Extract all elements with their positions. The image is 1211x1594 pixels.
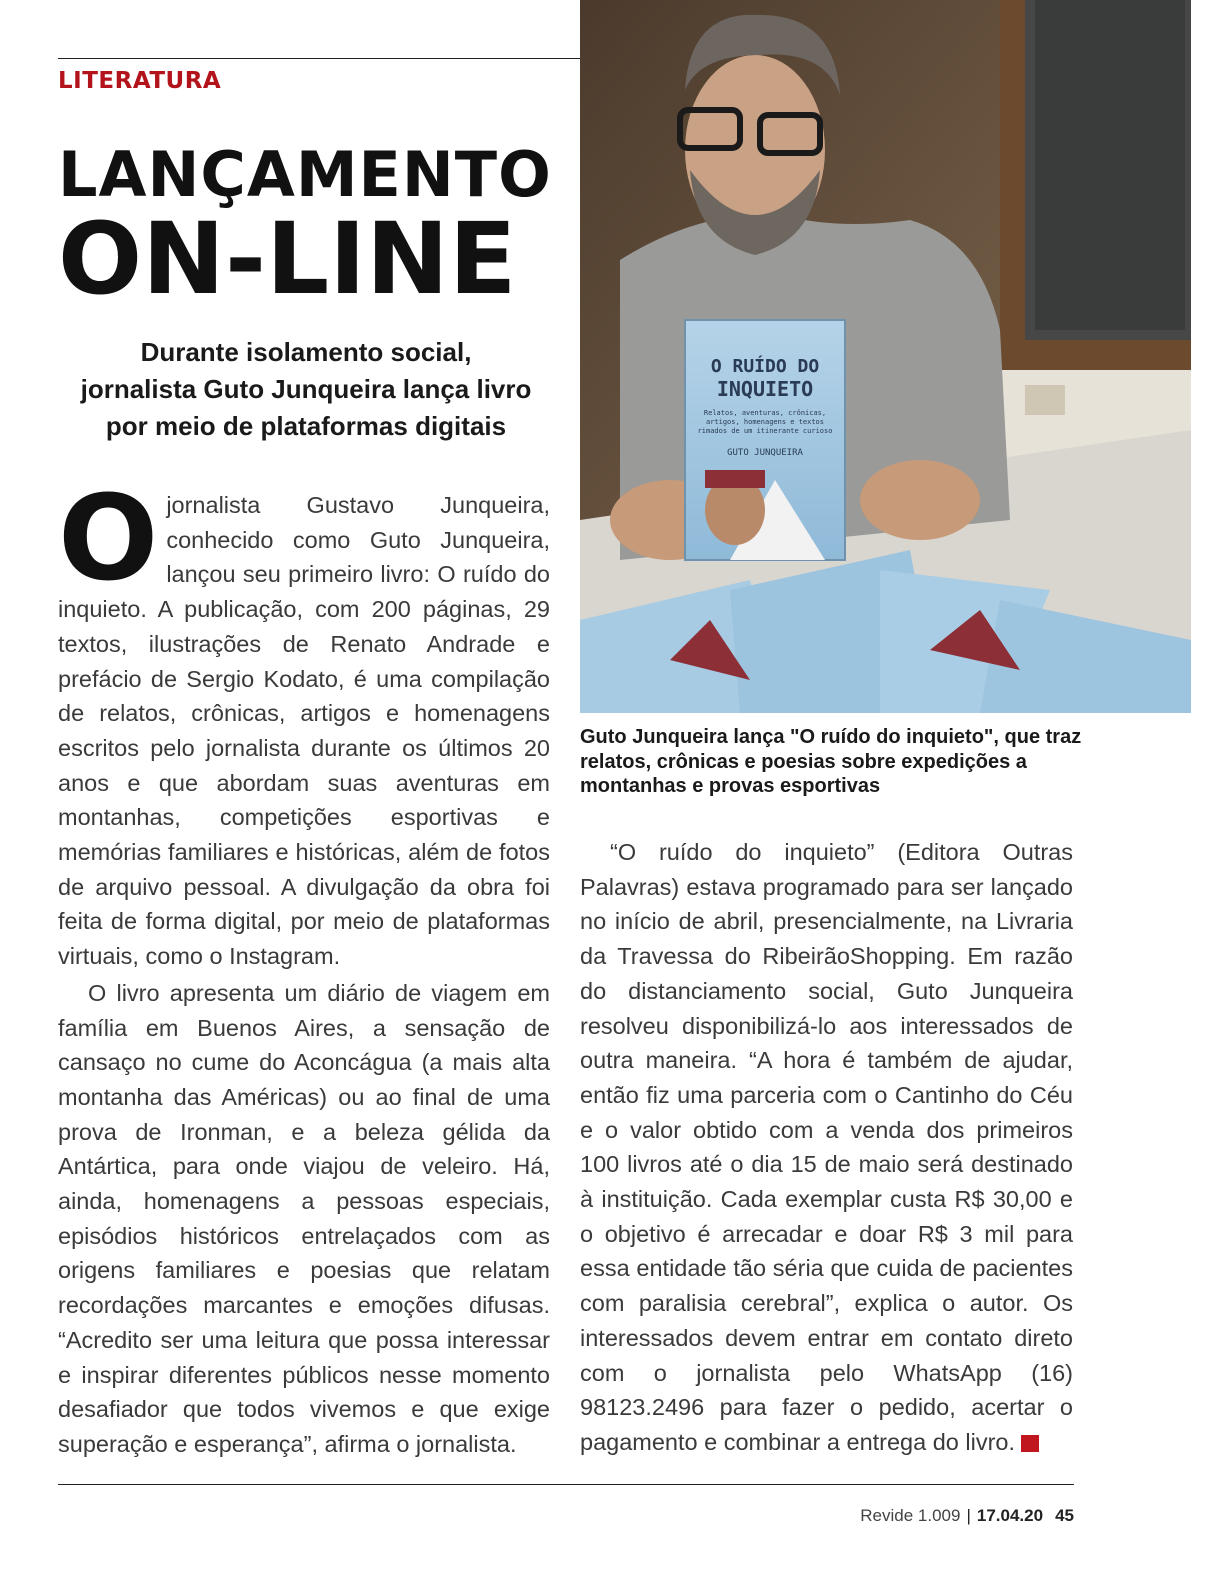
- section-label: LITERATURA: [58, 68, 222, 94]
- body-column-left: [58, 469, 550, 1462]
- book-title-2: INQUIETO: [716, 377, 814, 401]
- deck-line: Durante isolamento social,: [140, 337, 472, 367]
- headline: [58, 138, 568, 317]
- book-subtitle-3: rimados de um itinerante curioso: [697, 427, 833, 435]
- body-column-right: [580, 835, 1073, 1460]
- author-photo: [580, 0, 1191, 713]
- body-paragraph: O livro apresenta um diário de viagem em família em Buenos Aires, a sensação de cansaço no cume do Aconcágua (a mais alta montanha das Américas) ou ao final de uma prova de Ironman, e a beleza gélida da Antártica, para onde viajou de veleiro. Há, ainda, homenagens a pessoas especiais, episódios históricos entrelaçados com as origens familiares e poesias que relatam recordações marcantes e emoções difusas. “Acredito ser uma leitura que possa interessar e inspirar diferentes públicos nesse momento desafiador que todos vivemos e que exige superação e esperança”, afirma o jornalista.: [58, 979, 550, 1457]
- book-title-1: O RUÍDO DO: [710, 356, 820, 377]
- headline-line-2: ON-LINE: [58, 202, 517, 317]
- top-rule: [58, 58, 586, 59]
- issue-date: 17.04.20: [976, 1506, 1044, 1525]
- body-paragraph: [580, 835, 1073, 1460]
- body-paragraph: [58, 469, 550, 974]
- footer-separator: |: [966, 1506, 971, 1525]
- end-mark-logo: R: [1021, 1435, 1039, 1452]
- bottom-rule: [58, 1484, 1074, 1485]
- deck: [50, 334, 562, 445]
- photo-caption: Guto Junqueira lança "O ruído do inquieto", que traz relatos, crônicas e poesias sobre expedições a montanhas e provas esportivas: [580, 726, 1082, 797]
- page-number: 45: [1055, 1506, 1074, 1525]
- magazine-issue: Revide 1.009: [860, 1506, 961, 1525]
- book-author: GUTO JUNQUEIRA: [727, 448, 803, 458]
- body-paragraph-text: jornalista Gustavo Junqueira, conhecido como Guto Junqueira, lançou seu primeiro livro: O ruído do inquieto. A publicação, com 200 páginas, 29 textos, ilustrações de Renato Andrade e prefácio de Sergio Kodato, é uma compilação de relatos, crônicas, artigos e homenagens escritos pelo jornalista durante os últimos 20 anos e que abordam suas aventuras em montanhas, competições esportivas e memórias familiares e históricas, além de fotos de arquivo pessoal. A divulgação da obra foi feita de forma digital, por meio de plataformas virtuais, como o Instagram.: [58, 492, 550, 970]
- page-footer: [860, 1506, 1074, 1526]
- drop-cap: O: [58, 469, 159, 607]
- body-paragraph-text: “O ruído do inquieto” (Editora Outras Palavras) estava programado para ser lançado no início de abril, presencialmente, na Livraria da Travessa do RibeirãoShopping. Em razão do distanciamento social, Guto Junqueira resolveu disponibilizá-lo aos interessados de outra maneira. “A hora é também de ajudar, então fiz uma parceria com o Cantinho do Céu e o valor obtido com a venda dos primeiros 100 livros até o dia 15 de maio será destinado à instituição. Cada exemplar custa R$ 30,00 e o objetivo é arrecadar e doar R$ 3 mil para essa entidade tão séria que cuida de pacientes com paralisia cerebral”, explica o autor. Os interessados devem entrar em contato direto com o jornalista pelo WhatsApp (16) 98123.2496 para fazer o pedido, acertar o pagamento e combinar a entrega do livro.: [580, 839, 1073, 1455]
- headline-line-1: LANÇAMENTO: [58, 138, 552, 211]
- deck-line: jornalista Guto Junqueira lança livro: [80, 374, 532, 404]
- book-subtitle-1: Relatos, aventuras, crônicas,: [703, 409, 827, 417]
- deck-line: por meio de plataformas digitais: [105, 411, 507, 441]
- book-subtitle-2: artigos, homenagens e textos: [705, 418, 825, 426]
